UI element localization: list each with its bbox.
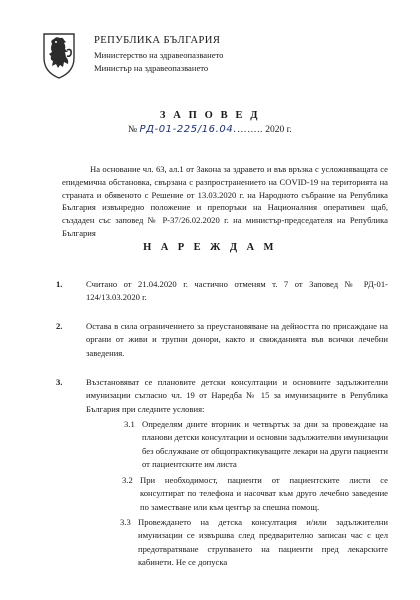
sub-list-item: [120, 516, 388, 570]
republic-name: РЕПУБЛИКА БЪЛГАРИЯ: [94, 35, 221, 46]
coat-of-arms-icon: [36, 30, 82, 80]
dotted-fill: ……..: [237, 125, 263, 135]
list-item: [56, 320, 388, 360]
order-title: З А П О В Е Д: [159, 110, 261, 121]
item-text: Считано от 21.04.2020 г. частично отменям т. 7 от Заповед № РД-01-124/13.03.2020 г.: [86, 279, 388, 303]
item-text: Остава в сила ограничението за преустановяване на дейността по присаждане на органи от живи и трупни донори, както и свижданията във всички лечебни заведения.: [86, 321, 388, 358]
ministry-name: Министерство на здравеопазването: [94, 50, 224, 60]
intro-paragraph: [62, 163, 388, 240]
decree-heading: Н А Р Е Ж Д А М: [143, 242, 277, 253]
ministry-header: [94, 33, 223, 75]
sub-item-number: 3.3: [120, 517, 131, 527]
sub-item-text: Провеждането на детска консултация и/или задължителни имунизации се извършва след предварително записан час с цел предотвратяване струпването на пациенти пред лекарските кабинети. Не се допуска: [138, 517, 388, 568]
minister-title: Министър на здравеопазването: [94, 63, 209, 73]
item-text: Възстановяват се плановите детски консултации и основните задължителни имунизации съгласно чл. 19 от Наредба № 15 за имунизациите в Република България при следните условия:: [86, 377, 388, 414]
item-number: 2.: [56, 321, 63, 331]
number-sign: №: [128, 125, 138, 135]
sub-list-item: [124, 418, 388, 472]
item-number: 3.: [56, 377, 63, 387]
item-number: 1.: [56, 279, 63, 289]
sub-item-text: Определям дните вторник и четвъртък за дни за провеждане на планови детски консултации и основни задължителни имунизации без обслужване от общопрактикуващите лекари на други пациенти от пациентските им листа: [142, 419, 388, 470]
sub-item-number: 3.2: [122, 475, 133, 485]
sub-list-item: [122, 474, 388, 514]
list-item: [56, 278, 388, 305]
sub-item-text: При необходимост, пациенти от пациентските листи се консултират по телефона и насочват към друго лечебно заведение по заместване или към център за спешна помощ.: [140, 475, 388, 512]
handwritten-order-number: РД-01-225/16.04.: [139, 124, 238, 135]
sub-item-number: 3.1: [124, 419, 135, 429]
order-year: 2020 г.: [265, 125, 292, 135]
list-item: [56, 376, 388, 416]
order-number-line: [128, 124, 292, 135]
intro-text: На основание чл. 63, ал.1 от Закона за здравето и във връзка с усложняващата се епидемична обстановка, свързана с разпространението на COVID-19 на територията на страната и обявеното с Решение от 13.03.2020 г. на Народното събрание на Република България извънредно положение и препоръки на Националния оперативен щаб, създаден със заповед № Р-37/26.02.2020 г. на министър-председателя на Република България: [62, 164, 388, 238]
